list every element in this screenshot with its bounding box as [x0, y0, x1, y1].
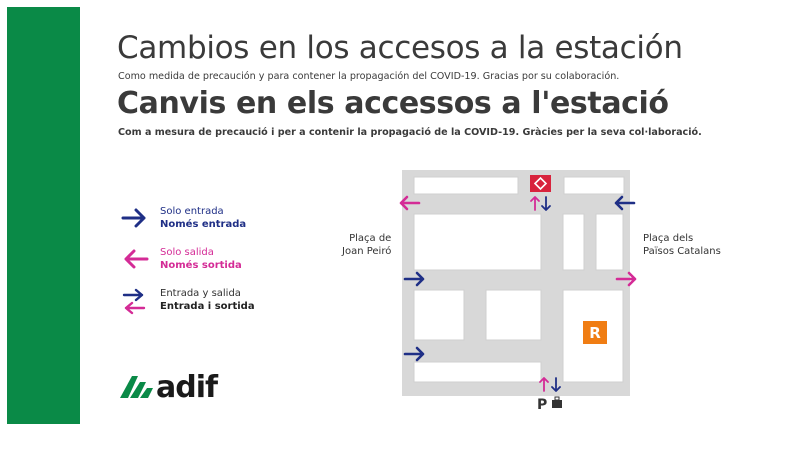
place-joan-peiro-line2: Joan Peiró — [342, 246, 392, 257]
legend-entry-only-es: Solo entrada — [160, 206, 224, 217]
legend-entry-only-ca: Només entrada — [160, 219, 247, 230]
block-bottom-left — [414, 362, 541, 382]
place-paisos-catalans-line1: Plaça dels — [643, 233, 694, 244]
renfe-logo — [583, 321, 607, 344]
place-paisos-catalans — [643, 232, 721, 258]
place-paisos-catalans-line2: Països Catalans — [643, 246, 721, 257]
block-low-center — [486, 290, 541, 340]
parking-label: P — [537, 397, 548, 413]
block-top-left — [414, 177, 518, 194]
legend-exit-only-es: Solo salida — [160, 247, 214, 258]
place-joan-peiro — [342, 232, 391, 258]
block-mid-right — [596, 214, 623, 270]
title-spanish: Cambios en los accesos a la estación — [117, 30, 683, 66]
metro-logo-icon — [530, 175, 551, 192]
renfe-logo-text: R — [589, 324, 601, 342]
adif-logo-text: adif — [156, 370, 218, 405]
legend-exit-only-ca: Només sortida — [160, 260, 242, 271]
block-mid-left — [414, 214, 541, 270]
block-mid-narrow — [563, 214, 584, 270]
subtitle-catalan: Com a mesura de precaució i per a contenir la propagació de la COVID-19. Gràcies per la seva col·laboració. — [118, 127, 702, 138]
legend-entry-exit-ca: Entrada i sortida — [160, 301, 255, 312]
legend-entry-exit-es: Entrada y salida — [160, 288, 241, 299]
block-low-left — [414, 290, 464, 340]
luggage-icon — [552, 397, 562, 408]
title-catalan: Canvis en els accessos a l'estació — [117, 86, 669, 121]
subtitle-spanish: Como medida de precaución y para contener la propagación del COVID-19. Gracias por su colaboración. — [118, 71, 620, 82]
block-top-right — [564, 177, 624, 194]
place-joan-peiro-line1: Plaça de — [349, 233, 392, 244]
